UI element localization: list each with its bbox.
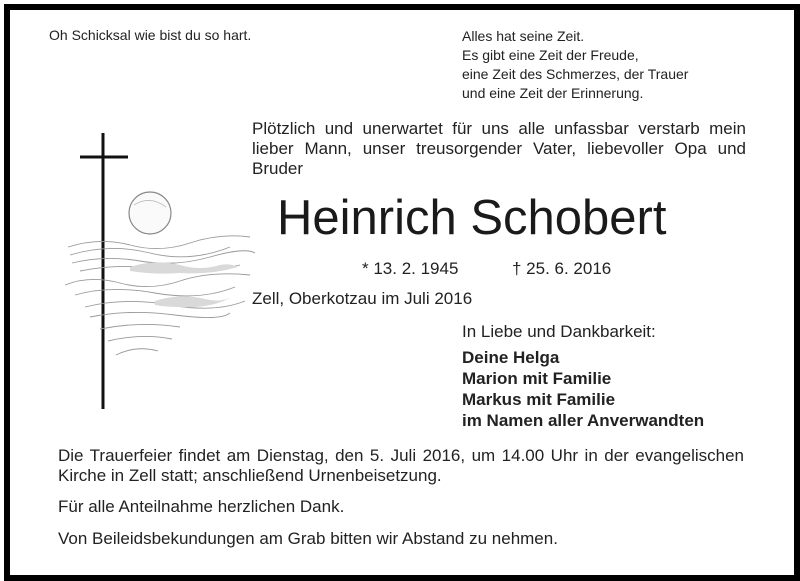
deceased-name: Heinrich Schobert xyxy=(277,191,667,245)
mourner: Marion mit Familie xyxy=(462,369,612,388)
motto-line: Es gibt eine Zeit der Freude, xyxy=(462,47,639,63)
sun-icon xyxy=(129,192,171,234)
death-date: † 25. 6. 2016 xyxy=(512,259,612,278)
cross-landscape-illustration xyxy=(60,125,260,415)
motto-line: eine Zeit des Schmerzes, der Trauer xyxy=(462,66,689,82)
motto-left: Oh Schicksal wie bist du so hart. xyxy=(49,27,252,43)
mourner: Markus mit Familie xyxy=(462,390,616,409)
request-text: Von Beileidsbekundungen am Grab bitten wir Abstand zu nehmen. xyxy=(58,529,558,548)
place-date: Zell, Oberkotzau im Juli 2016 xyxy=(252,289,473,308)
birth-date: * 13. 2. 1945 xyxy=(362,259,459,278)
motto-right xyxy=(462,27,688,103)
hill-shading xyxy=(130,262,238,307)
mourner: Deine Helga xyxy=(462,348,560,367)
cross-icon xyxy=(80,133,128,409)
landscape-sketch xyxy=(65,236,255,355)
love-line: In Liebe und Dankbarkeit: xyxy=(462,322,656,341)
motto-line: Alles hat seine Zeit. xyxy=(462,28,585,44)
intro-text: Plötzlich und unerwartet für uns alle unfassbar verstarb mein lieber Mann, unser treusorgender Vater, liebevoller Opa und Bruder xyxy=(252,119,746,178)
thanks-text: Für alle Anteilnahme herzlichen Dank. xyxy=(58,497,345,516)
motto-line: und eine Zeit der Erinnerung. xyxy=(462,85,644,101)
mourner: im Namen aller Anverwandten xyxy=(462,411,705,430)
mourners-list xyxy=(462,347,704,431)
service-text: Die Trauerfeier findet am Dienstag, den 5. Juli 2016, um 14.00 Uhr in der evangelischen Kirche in Zell statt; anschließend Urnenbeisetzung. xyxy=(58,446,744,485)
